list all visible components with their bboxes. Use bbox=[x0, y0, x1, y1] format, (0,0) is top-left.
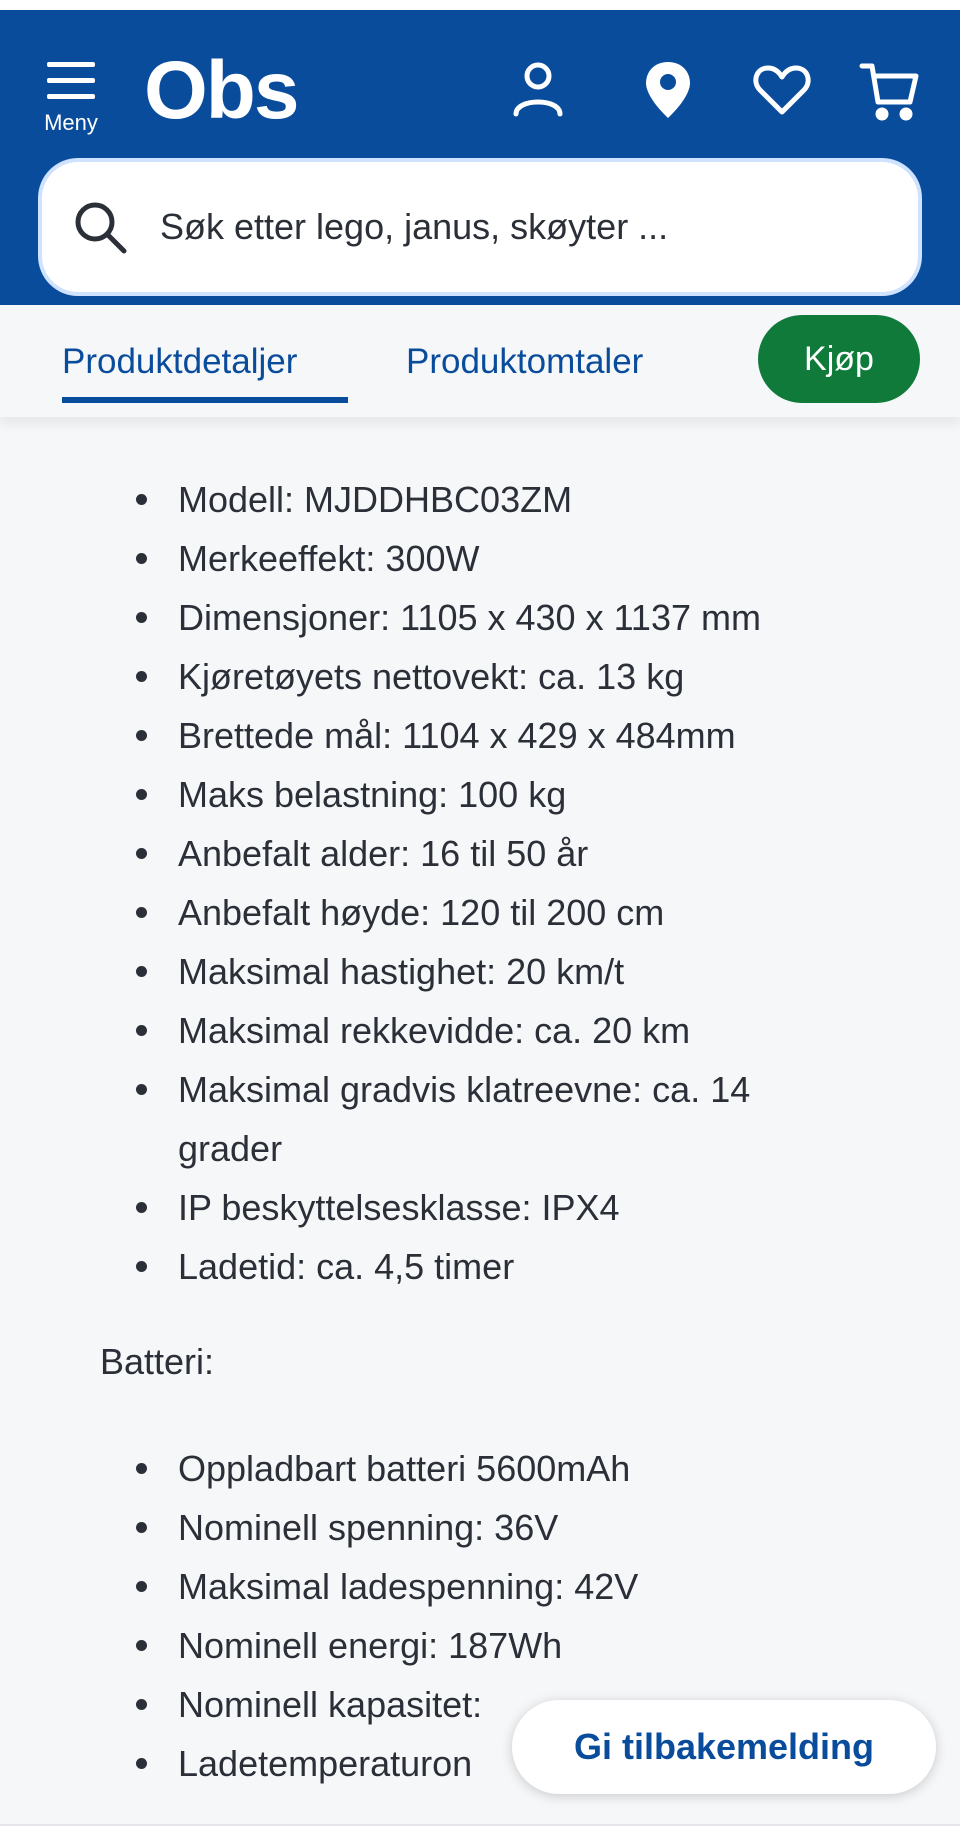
product-tabs bbox=[0, 305, 960, 417]
list-item: Nominell energi: 187Wh bbox=[132, 1616, 832, 1675]
tab-product-reviews[interactable] bbox=[406, 327, 643, 397]
list-item: Ladetid: ca. 4,5 timer bbox=[132, 1237, 832, 1296]
list-item: Anbefalt høyde: 120 til 200 cm bbox=[132, 883, 832, 942]
list-item: Nominell kapasitet: bbox=[132, 1675, 832, 1734]
active-tab-indicator bbox=[62, 397, 348, 403]
bottom-divider bbox=[0, 1824, 960, 1839]
tab-product-details[interactable] bbox=[62, 327, 297, 397]
list-item: Dimensjoner: 1105 x 430 x 1137 mm bbox=[132, 588, 832, 647]
list-item: Modell: MJDDHBC03ZM bbox=[132, 470, 832, 529]
list-item: Anbefalt alder: 16 til 50 år bbox=[132, 824, 832, 883]
user-icon[interactable] bbox=[510, 58, 566, 122]
list-item: Ladetemperaturon bbox=[132, 1734, 832, 1793]
menu-label: Meny bbox=[44, 110, 98, 135]
list-item: Merkeeffekt: 300W bbox=[132, 529, 832, 588]
list-item: Nominell spenning: 36V bbox=[132, 1498, 832, 1557]
hamburger-icon bbox=[47, 62, 95, 100]
search-bar[interactable] bbox=[42, 162, 918, 292]
spec-list bbox=[132, 470, 832, 1296]
list-item: IP beskyttelsesklasse: IPX4 bbox=[132, 1178, 832, 1237]
top-header bbox=[0, 0, 960, 305]
product-details-content bbox=[0, 470, 960, 1793]
menu-button[interactable] bbox=[36, 56, 106, 136]
buy-button[interactable]: Kjøp bbox=[758, 315, 920, 403]
obs-logo[interactable]: Obs bbox=[144, 45, 298, 136]
search-input[interactable] bbox=[160, 206, 880, 248]
tab-product-reviews-label: Produktomtaler bbox=[406, 342, 644, 381]
battery-heading: Batteri: bbox=[100, 1341, 215, 1382]
heart-icon[interactable] bbox=[752, 58, 812, 122]
feedback-button[interactable]: Gi tilbakemelding bbox=[512, 1700, 936, 1794]
list-item: Brettede mål: 1104 x 429 x 484mm bbox=[132, 706, 832, 765]
list-item: Oppladbart batteri 5600mAh bbox=[132, 1439, 832, 1498]
list-item: Maksimal rekkevidde: ca. 20 km bbox=[132, 1001, 832, 1060]
list-item: Maks belastning: 100 kg bbox=[132, 765, 832, 824]
tab-product-details-label: Produktdetaljer bbox=[62, 342, 298, 381]
list-item: Maksimal ladespenning: 42V bbox=[132, 1557, 832, 1616]
list-item: Kjøretøyets nettovekt: ca. 13 kg bbox=[132, 647, 832, 706]
list-item: Maksimal gradvis klatreevne: ca. 14 grader bbox=[132, 1060, 832, 1178]
location-pin-icon[interactable] bbox=[640, 58, 696, 122]
search-icon[interactable] bbox=[70, 197, 130, 257]
cart-icon[interactable] bbox=[858, 58, 922, 122]
list-item: Maksimal hastighet: 20 km/t bbox=[132, 942, 832, 1001]
